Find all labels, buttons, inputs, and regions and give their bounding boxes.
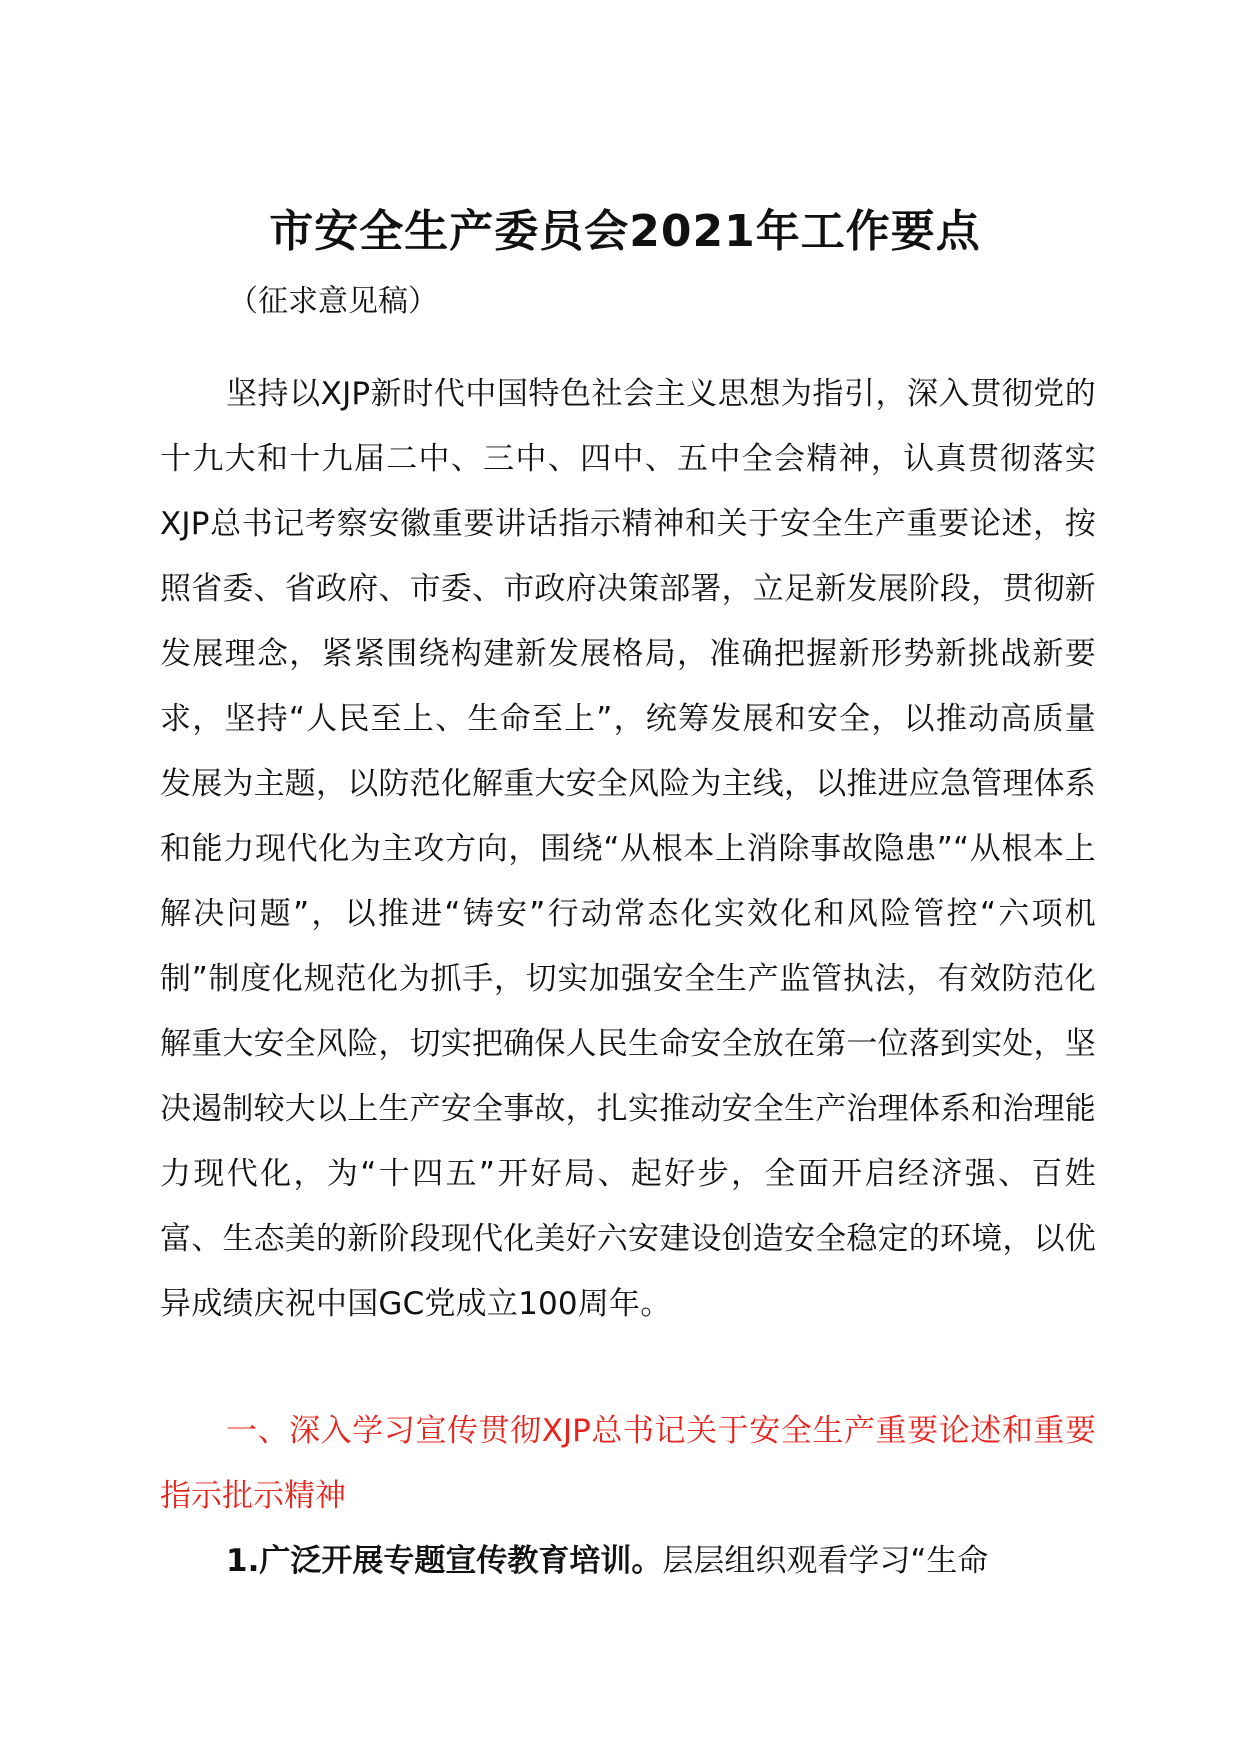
document-subtitle: （征求意见稿） bbox=[228, 284, 438, 319]
intro-paragraph: 坚持以XJP新时代中国特色社会主义思想为指引，深入贯彻党的十九大和十九届二中、三中、四中、五中全会精神，认真贯彻落实XJP总书记考察安徽重要讲话指示精神和关于安全生产重要论述，按照省委、省政府、市委、市政府决策部署，立足新发展阶段，贯彻新发展理念，紧紧围绕构建新发展格局，准确把握新形势新挑战新要求，坚持“人民至上、生命至上”，统筹发展和安全，以推动高质量发展为主题，以防范化解重大安全风险为主线，以推进应急管理体系和能力现代化为主攻方向，围绕“从根本上消除事故隐患”“从根本上解决问题”，以推进“铸安”行动常态化实效化和风险管控“六项机制”制度化规范化为抓手，切实加强安全生产监管执法，有效防范化解重大安全风险，切实把确保人民生命安全放在第一位落到实处，坚决遏制较大以上生产安全事故，扎实推动安全生产治理体系和治理能力现代化，为“十四五”开好局、起好步，全面开启经济强、百姓富、生态美的新阶段现代化美好六安建设创造安全稳定的环境，以优异成绩庆祝中国GC党成立100周年。 bbox=[160, 376, 1096, 1322]
item-1-paragraph bbox=[160, 1529, 1096, 1594]
section-1-heading: 一、深入学习宣传贯彻XJP总书记关于安全生产重要论述和重要指示批示精神 bbox=[160, 1413, 1096, 1514]
item-1-text: 层层组织观看学习“生命 bbox=[662, 1543, 989, 1579]
item-1-lead: 1.广泛开展专题宣传教育培训。 bbox=[226, 1543, 663, 1579]
document-title: 市安全生产委员会2021年工作要点 bbox=[269, 206, 981, 257]
